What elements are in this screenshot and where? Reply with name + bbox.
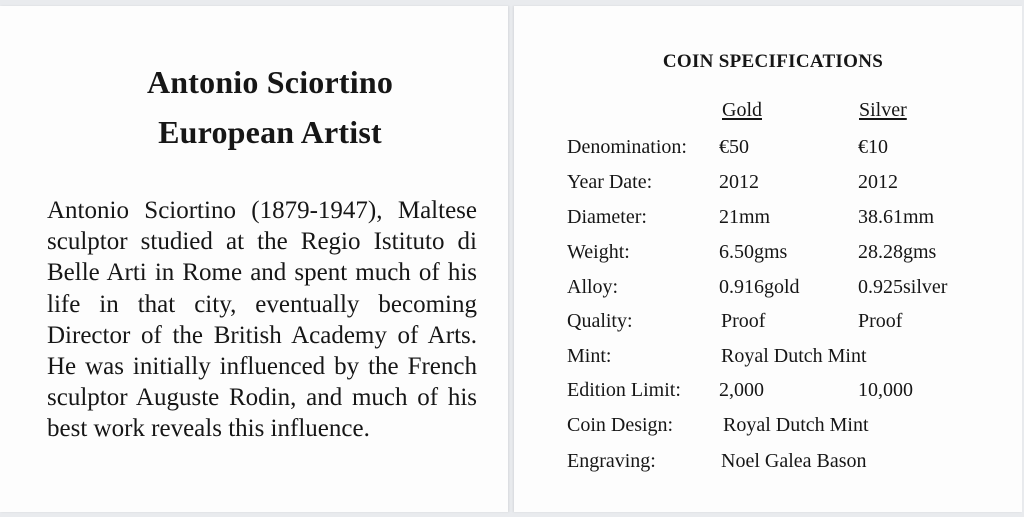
spec-row-weight	[567, 237, 1007, 267]
spec-row-coin-design	[567, 410, 1007, 440]
silver-column-header: Silver	[859, 99, 907, 121]
gold-value: Proof	[721, 310, 766, 332]
artist-name-title: Antonio Sciortino	[146, 64, 394, 100]
silver-value: 0.925silver	[858, 276, 948, 298]
spec-label: Engraving:	[567, 450, 656, 472]
spec-label: Edition Limit:	[567, 379, 681, 401]
silver-value: €10	[858, 136, 888, 158]
spec-row-diameter	[567, 202, 1007, 232]
silver-value: 38.61mm	[858, 206, 935, 228]
gold-value: 6.50gms	[719, 241, 788, 263]
spec-label: Year Date:	[567, 171, 653, 193]
spec-row-year-date	[567, 167, 1007, 197]
silver-value: 28.28gms	[858, 241, 937, 263]
spec-row-denomination	[567, 132, 1007, 162]
spec-row-quality	[567, 306, 1007, 336]
spec-row-alloy	[567, 272, 1007, 302]
silver-value: 10,000	[858, 379, 913, 401]
spec-row-mint	[567, 341, 1007, 371]
spec-label: Diameter:	[567, 206, 647, 228]
gold-value: 0.916gold	[719, 276, 800, 298]
spec-label: Coin Design:	[567, 414, 674, 436]
spec-label: Mint:	[567, 345, 612, 367]
gold-value: 2012	[719, 171, 759, 193]
coin-specifications-heading: COIN SPECIFICATIONS	[662, 51, 884, 72]
artist-subtitle: European Artist	[158, 114, 382, 150]
spec-row-edition-limit	[567, 375, 1007, 405]
gold-value: 2,000	[719, 379, 764, 401]
silver-value: Proof	[858, 310, 903, 332]
spec-value: Royal Dutch Mint	[721, 345, 867, 367]
gold-value: €50	[719, 136, 749, 158]
artist-biography: Antonio Sciortino (1879-1947), Maltese sculptor studied at the Regio Istituto di Belle Arti in Rome and spent much of his life in that city, eventually becoming Director of the British Academy of Arts. He was initially influenced by the French sculptor Auguste Rodin, and much of his best work reveals this influence.	[47, 197, 477, 443]
spec-label: Quality:	[567, 310, 633, 332]
spec-value: Royal Dutch Mint	[723, 414, 869, 436]
spec-label: Denomination:	[567, 136, 687, 158]
spec-label: Alloy:	[567, 276, 619, 298]
gold-value: 21mm	[719, 206, 771, 228]
spec-row-engraving	[567, 446, 1007, 476]
silver-value: 2012	[858, 171, 898, 193]
spec-label: Weight:	[567, 241, 630, 263]
gold-column-header: Gold	[722, 99, 762, 121]
spec-value: Noel Galea Bason	[721, 450, 867, 472]
